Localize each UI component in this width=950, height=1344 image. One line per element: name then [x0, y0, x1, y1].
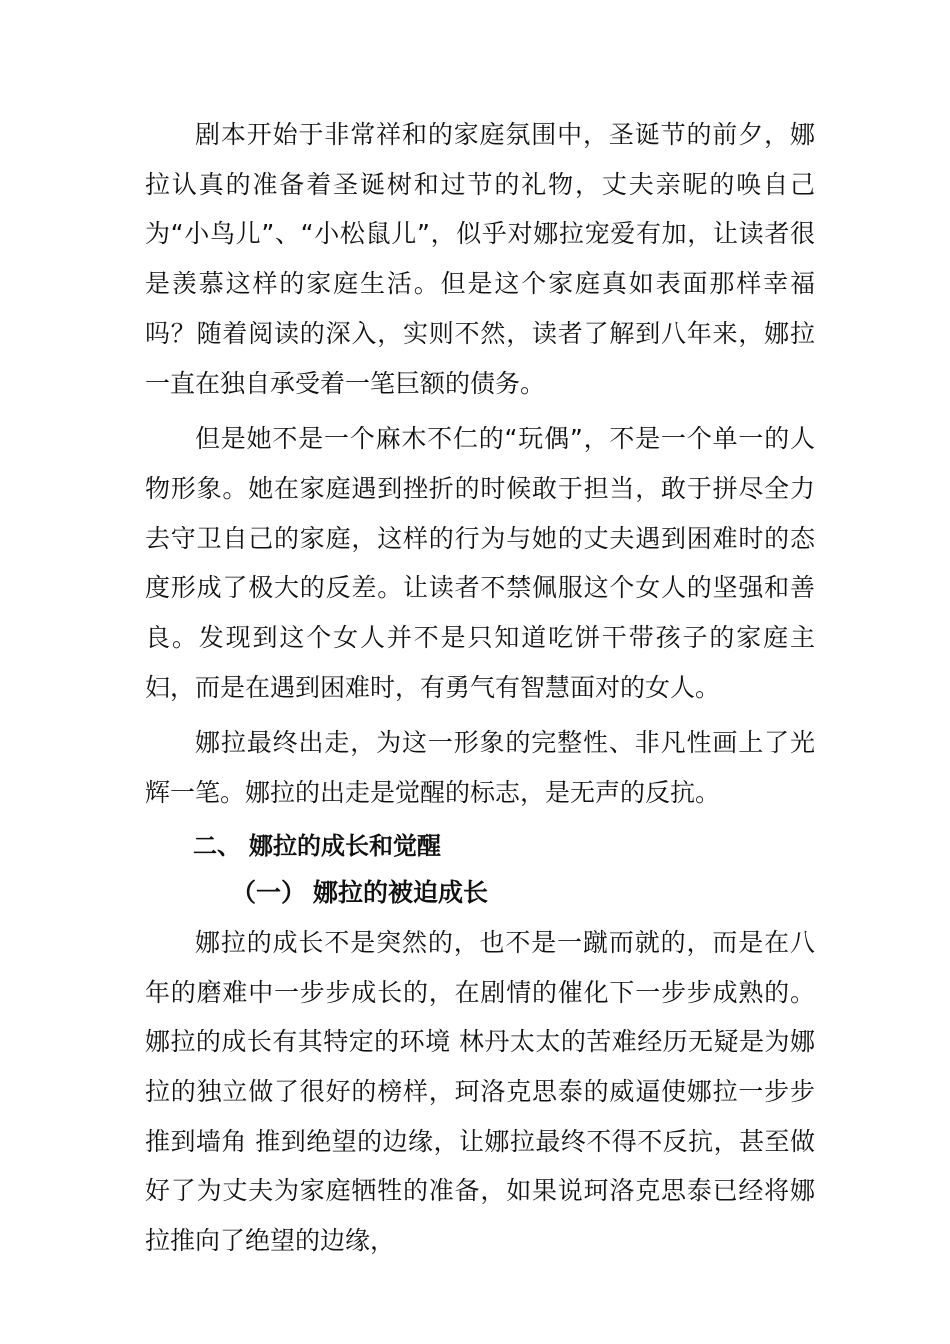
document-page	[145, 110, 815, 1266]
paragraph-family-atmosphere: 剧本开始于非常祥和的家庭氛围中，圣诞节的前夕，娜拉认真的准备着圣诞树和过节的礼物，丈夫亲昵的唤自己为“小鸟儿”、“小松鼠儿”，似乎对娜拉宠爱有加，让读者很是羡慕这样的家庭生活。但是这个家庭真如表面那样幸福吗？随着阅读的深入，实则不然，读者了解到八年来，娜拉一直在独自承受着一笔巨额的债务。	[145, 120, 815, 398]
subsection-number: （一）	[231, 877, 307, 907]
paragraph-departure: 娜拉最终出走，为这一形象的完整性、非凡性画上了光辉一笔。娜拉的出走是觉醒的标志，是无声的反抗。	[145, 728, 815, 808]
paragraph-forced-growth: 娜拉的成长不是突然的，也不是一蹴而就的，而是在八年的磨难中一步步成长的，在剧情的催化下一步步成熟的。娜拉的成长有其特定的环境 林丹太太的苦难经历无疑是为娜拉的独立做了很好的榜样，珂洛克思泰的威逼使娜拉一步步推到墙角 推到绝望的边缘，让娜拉最终不得不反抗，甚至做好了为丈夫为家庭牺牲的准备，如果说珂洛克思泰已经将娜拉推向了绝望的边缘，	[145, 927, 815, 1256]
section-title: 娜拉的成长和觉醒	[249, 831, 441, 860]
subsection-heading	[145, 868, 815, 918]
subsection-title: 娜拉的被迫成长	[313, 877, 489, 907]
section-heading	[145, 824, 815, 868]
section-number: 二、	[193, 831, 241, 860]
paragraph-not-a-doll: 但是她不是一个麻木不仁的“玩偶”，不是一个单一的人物形象。她在家庭遇到挫折的时候敢于担当，敢于拼尽全力去守卫自己的家庭，这样的行为与她的丈夫遇到困难时的态度形成了极大的反差。让读者不禁佩服这个女人的坚强和善良。发现到这个女人并不是只知道吃饼干带孩子的家庭主妇，而是在遇到困难时，有勇气有智慧面对的女人。	[145, 424, 815, 702]
